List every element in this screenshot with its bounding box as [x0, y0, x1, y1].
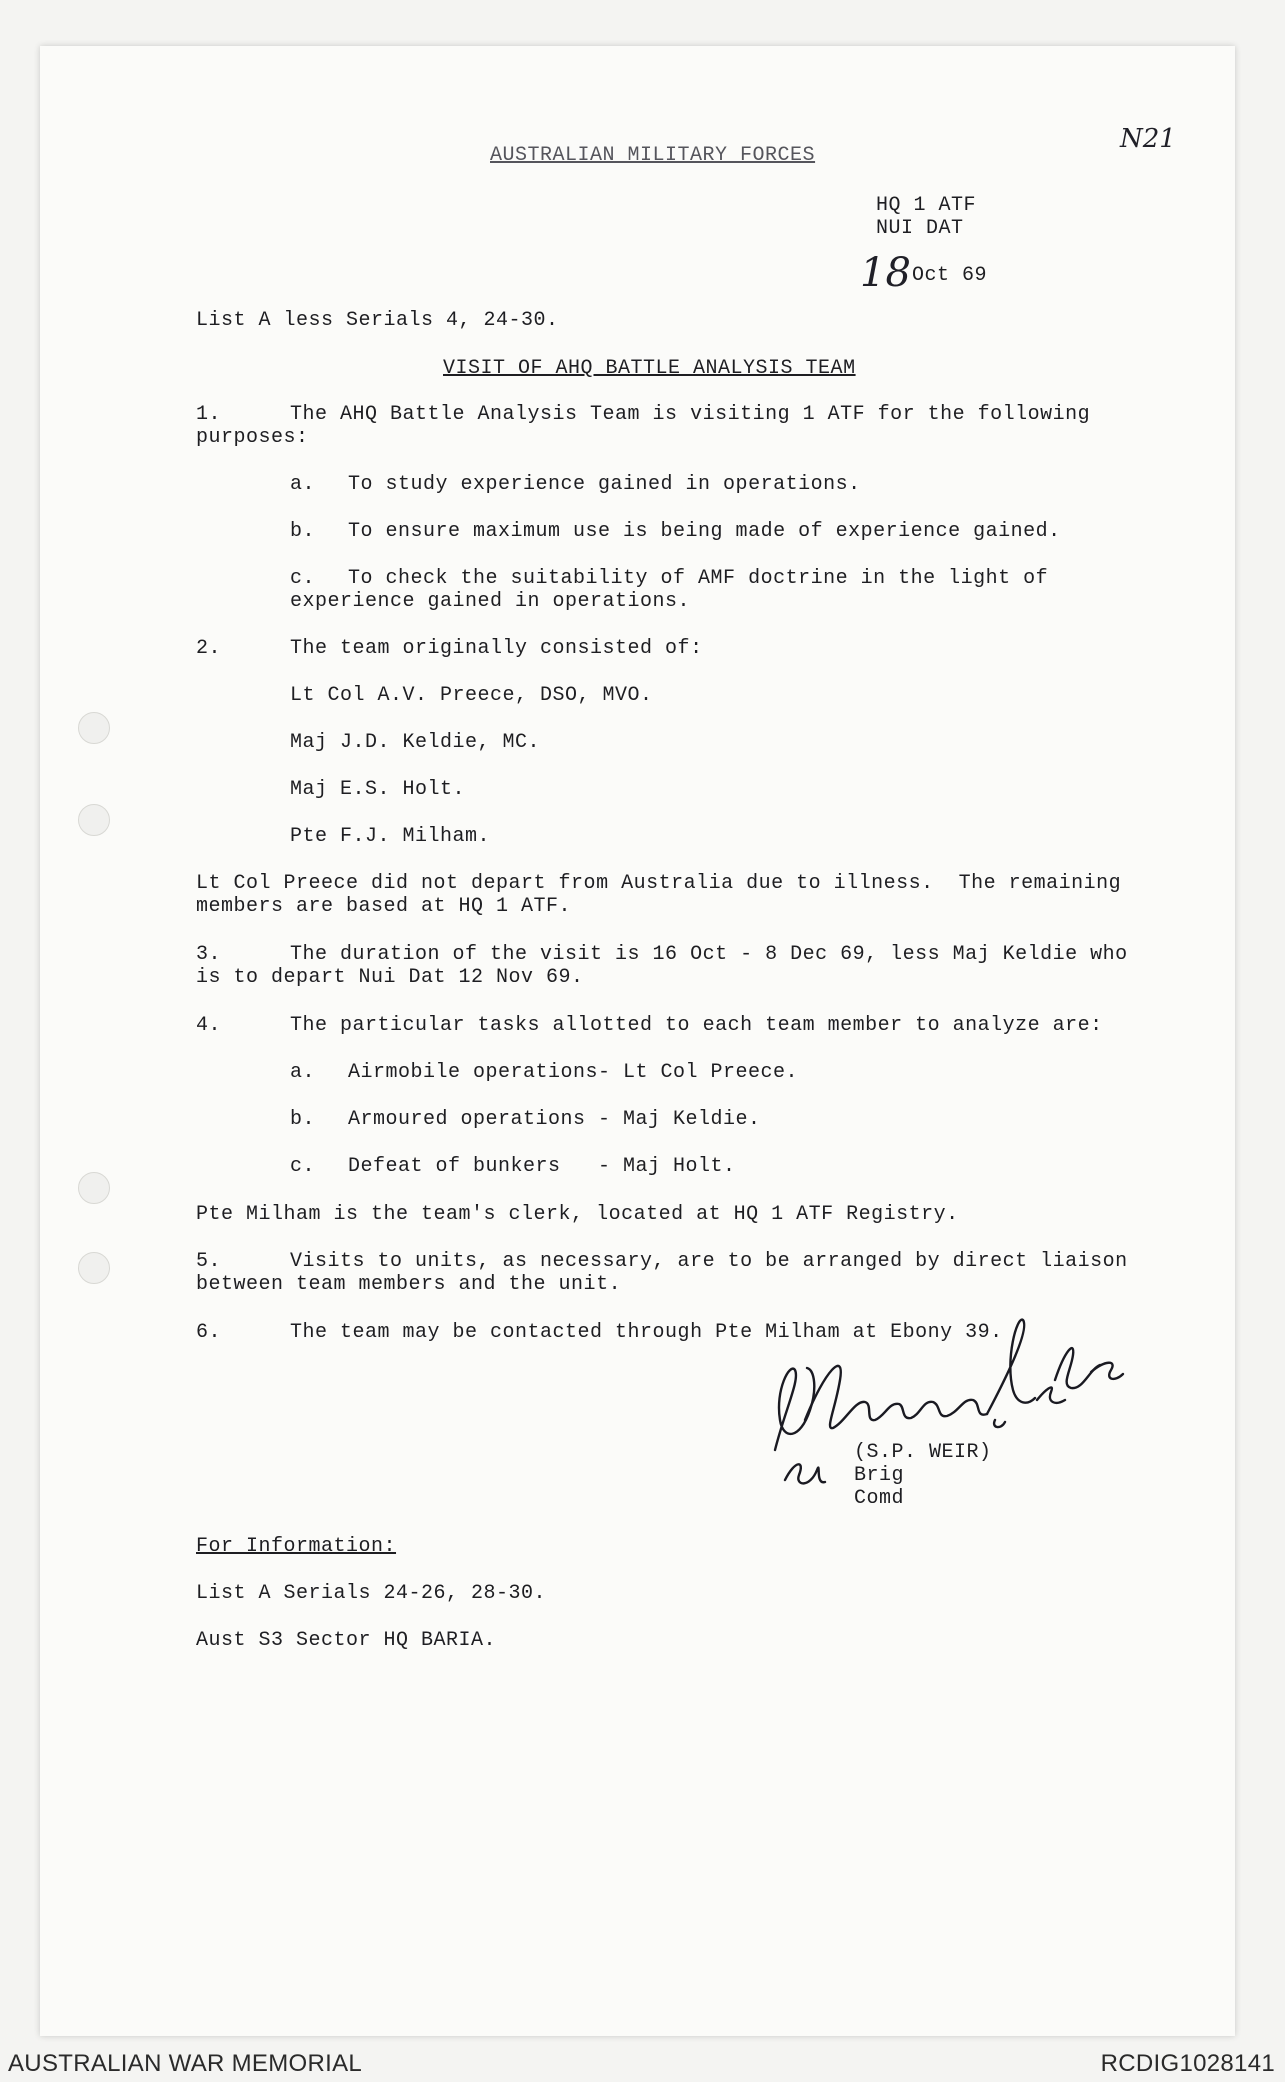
- team-member: Lt Col A.V. Preece, DSO, MVO.: [290, 684, 653, 707]
- para-3-line-1: The duration of the visit is 16 Oct - 8 Dec 69, less Maj Keldie who: [290, 943, 1128, 966]
- para-2-note-line-1: Lt Col Preece did not depart from Australia due to illness. The remaining: [196, 872, 1122, 895]
- hq-line-1: HQ 1 ATF: [876, 194, 977, 217]
- para-1c-line-1: To check the suitability of AMF doctrine in the light of: [348, 567, 1049, 590]
- info-line-2: Aust S3 Sector HQ BARIA.: [196, 1629, 497, 1652]
- task-member: - Maj Keldie.: [598, 1108, 761, 1131]
- footer-archive-name: AUSTRALIAN WAR MEMORIAL: [8, 2050, 363, 2077]
- signature-stroke: [785, 1464, 825, 1483]
- date-rest: Oct 69: [912, 264, 988, 287]
- file-reference: N21: [1120, 124, 1176, 154]
- para-1-number: 1.: [196, 403, 222, 426]
- signature-stroke: [987, 1320, 1035, 1414]
- para-4-note: Pte Milham is the team's clerk, located at HQ 1 ATF Registry.: [196, 1203, 959, 1226]
- task-label: b.: [290, 1108, 316, 1131]
- subject-heading: VISIT OF AHQ BATTLE ANALYSIS TEAM: [443, 357, 856, 380]
- info-line-1: List A Serials 24-26, 28-30.: [196, 1582, 547, 1605]
- addressee: List A less Serials 4, 24-30.: [196, 309, 559, 332]
- signature-stroke: [805, 1366, 987, 1428]
- footer-record-id: RCDIG1028141: [1100, 2050, 1275, 2077]
- para-5-number: 5.: [196, 1250, 222, 1273]
- task-name: Defeat of bunkers: [348, 1155, 561, 1178]
- signature-stroke: [1055, 1348, 1100, 1388]
- punch-hole: [78, 712, 110, 744]
- para-1b-text: To ensure maximum use is being made of experience gained.: [348, 520, 1061, 543]
- team-member: Pte F.J. Milham.: [290, 825, 491, 848]
- para-4-number: 4.: [196, 1014, 222, 1037]
- punch-hole: [78, 1172, 110, 1204]
- para-4-text: The particular tasks allotted to each team member to analyze are:: [290, 1014, 1103, 1037]
- para-3-number: 3.: [196, 943, 222, 966]
- handwritten-signature: [755, 1310, 1175, 1510]
- signature-stroke: [1091, 1363, 1123, 1379]
- task-label: c.: [290, 1155, 316, 1178]
- para-1a-text: To study experience gained in operations.: [348, 473, 861, 496]
- task-name: Airmobile operations: [348, 1061, 599, 1084]
- para-1-line-2: purposes:: [196, 426, 309, 449]
- para-1a-label: a.: [290, 473, 316, 496]
- para-1b-label: b.: [290, 520, 316, 543]
- punch-hole: [78, 1252, 110, 1284]
- team-member: Maj J.D. Keldie, MC.: [290, 731, 541, 754]
- task-member: - Maj Holt.: [598, 1155, 736, 1178]
- para-6-number: 6.: [196, 1321, 222, 1344]
- para-2-text: The team originally consisted of:: [290, 637, 703, 660]
- para-5-line-1: Visits to units, as necessary, are to be arranged by direct liaison: [290, 1250, 1128, 1273]
- para-2-number: 2.: [196, 637, 222, 660]
- para-1c-label: c.: [290, 567, 316, 590]
- org-heading: AUSTRALIAN MILITARY FORCES: [490, 144, 816, 167]
- signatory-name: (S.P. WEIR): [854, 1441, 992, 1464]
- hq-line-2: NUI DAT: [876, 217, 964, 240]
- para-1-line-1: The AHQ Battle Analysis Team is visiting 1 ATF for the following: [290, 403, 1091, 426]
- para-3-line-2: is to depart Nui Dat 12 Nov 69.: [196, 966, 584, 989]
- signature-stroke: [1037, 1387, 1065, 1402]
- para-2-note-line-2: members are based at HQ 1 ATF.: [196, 895, 572, 918]
- para-6-text: The team may be contacted through Pte Milham at Ebony 39.: [290, 1321, 1003, 1344]
- task-label: a.: [290, 1061, 316, 1084]
- document-page: [40, 46, 1235, 2036]
- para-1c-line-2: experience gained in operations.: [290, 590, 691, 613]
- para-5-line-2: between team members and the unit.: [196, 1273, 622, 1296]
- info-heading: For Information:: [196, 1535, 397, 1558]
- signatory-rank: Brig: [854, 1464, 905, 1487]
- signatory-appointment: Comd: [854, 1487, 905, 1510]
- team-member: Maj E.S. Holt.: [290, 778, 466, 801]
- punch-hole: [78, 804, 110, 836]
- task-name: Armoured operations: [348, 1108, 586, 1131]
- date-day-handwritten: 18: [860, 250, 911, 296]
- signature-stroke: [994, 1420, 1005, 1427]
- task-member: - Lt Col Preece.: [598, 1061, 799, 1084]
